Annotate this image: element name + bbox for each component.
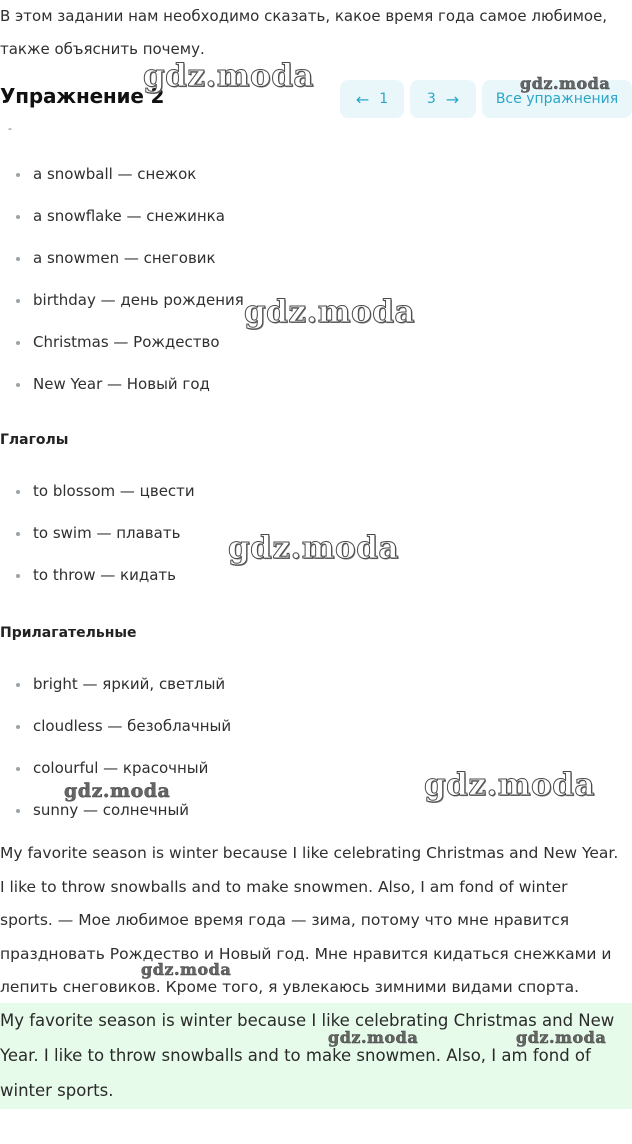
next-exercise-button[interactable]: [410, 80, 476, 118]
arrow-right-icon: →: [445, 89, 460, 109]
dash-mark: -: [8, 122, 12, 135]
all-exercises-button[interactable]: [482, 80, 632, 118]
nouns-list: [0, 160, 244, 412]
list-item: sunny — солнечный: [0, 796, 231, 838]
list-item: birthday — день рождения: [0, 286, 244, 328]
watermark: gdz.moda: [141, 960, 232, 979]
intro-text: В этом задании нам необходимо сказать, какое время года самое любимое, также объяснить почему.: [0, 7, 608, 58]
list-item: to blossom — цвести: [0, 477, 195, 519]
arrow-left-icon: ←: [355, 89, 370, 109]
watermark: gdz.moda: [228, 530, 399, 566]
list-item: New Year — Новый год: [0, 370, 244, 412]
watermark: gdz.moda: [424, 767, 595, 803]
prev-exercise-button[interactable]: [340, 80, 404, 118]
watermark: gdz.moda: [244, 294, 415, 330]
adjectives-list: [0, 670, 231, 838]
watermark: gdz.moda: [143, 58, 314, 94]
list-item: a snowball — снежок: [0, 160, 244, 202]
list-item: bright — яркий, светлый: [0, 670, 231, 712]
list-item: a snowmen — снеговик: [0, 244, 244, 286]
list-item: cloudless — безоблачный: [0, 712, 231, 754]
answer-text: My favorite season is winter because I like celebrating Christmas and New Year. I like to throw snowballs and to make snowmen. Also, I am fond of winter sports.: [0, 1011, 615, 1100]
adjectives-heading: Прилагательные: [0, 625, 137, 641]
list-item: a snowflake — снежинка: [0, 202, 244, 244]
next-exercise-label: 3: [426, 91, 436, 107]
watermark: gdz.moda: [520, 74, 611, 93]
watermark: gdz.moda: [516, 1028, 607, 1047]
list-item: to swim — плавать: [0, 519, 195, 561]
watermark: gdz.moda: [64, 780, 171, 802]
verbs-heading: Глаголы: [0, 432, 69, 448]
list-item: Christmas — Рождество: [0, 328, 244, 370]
watermark: gdz.moda: [328, 1028, 419, 1047]
list-item: to throw — кидать: [0, 561, 195, 603]
all-exercises-label: Все упражнения: [495, 91, 619, 107]
example-text: My favorite season is winter because I like celebrating Christmas and New Year. I like to throw snowballs and to make snowmen. Also, I am fond of winter sports. — Мое любимое время года — зима, потому что мне нравится праздновать Рождество и Новый год. Мне нравится кидаться снежками и лепить снеговиков. Кроме того, я увлекаюсь зимними видами спорта.: [0, 844, 619, 996]
prev-exercise-label: 1: [379, 91, 389, 107]
page-title: Упражнение 2: [0, 84, 165, 108]
verbs-list: [0, 477, 195, 603]
list-item: colourful — красочный: [0, 754, 231, 796]
